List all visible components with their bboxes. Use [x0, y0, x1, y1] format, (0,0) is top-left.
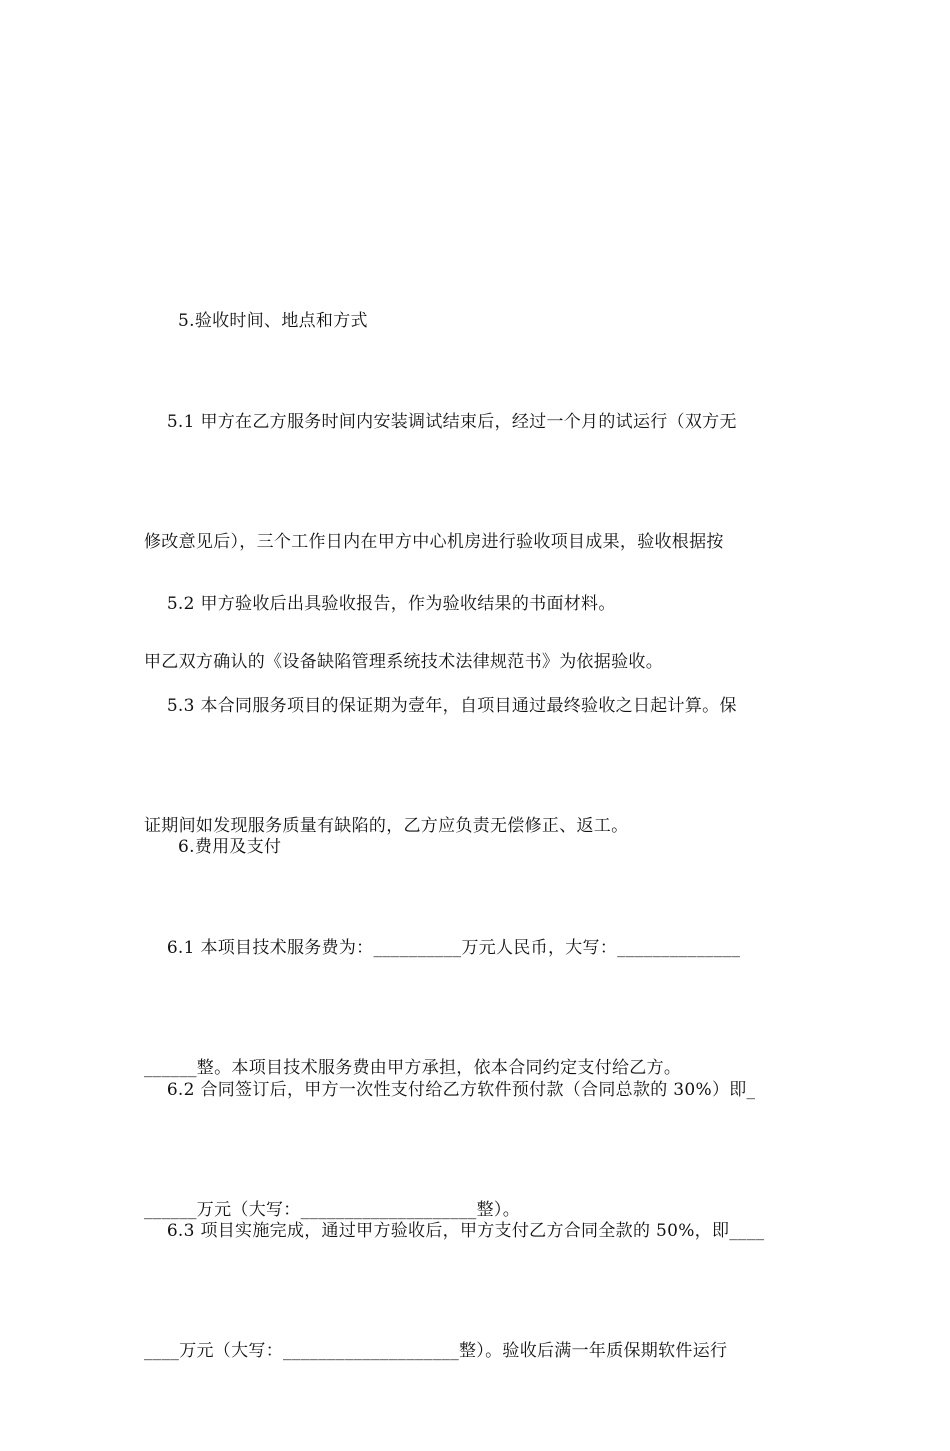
- clause-line: 证期间如发现服务质量有缺陷的，乙方应负责无偿修正、返工。: [144, 816, 629, 836]
- clause-6-3: [144, 1131, 804, 1451]
- clause-line: ______整。本项目技术服务费由甲方承担，依本合同约定支付给乙方。: [144, 1058, 682, 1078]
- clause-line: 甲乙双方确认的《设备缺陷管理系统技术法律规范书》为依据验收。: [144, 652, 663, 672]
- clause-line: 5.3 本合同服务项目的保证期为壹年，自项目通过最终验收之日起计算。保: [144, 696, 737, 716]
- clause-line: ______万元（大写：____________________整）。: [144, 1200, 520, 1220]
- clause-line: 6.2 合同签订后，甲方一次性支付给乙方软件预付款（合同总款的 30%）即_: [144, 1080, 756, 1100]
- heading-text: 6.费用及支付: [178, 837, 282, 857]
- clause-line: 5.1 甲方在乙方服务时间内安装调试结束后，经过一个月的试运行（双方无: [144, 412, 737, 432]
- clause-line: 6.3 项目实施完成，通过甲方验收后，甲方支付乙方合同全款的 50%，即____: [144, 1221, 765, 1241]
- clause-line: 5.2 甲方验收后出具验收报告，作为验收结果的书面材料。: [144, 594, 616, 614]
- heading-text: 5.验收时间、地点和方式: [178, 311, 368, 331]
- clause-line: ____万元（大写：____________________整）。验收后满一年质保期软件运行: [144, 1341, 728, 1361]
- clause-line: 6.1 本项目技术服务费为：__________万元人民币，大写：______________: [144, 938, 741, 958]
- clause-line: 修改意见后），三个工作日内在甲方中心机房进行验收项目成果，验收根据按: [144, 532, 724, 552]
